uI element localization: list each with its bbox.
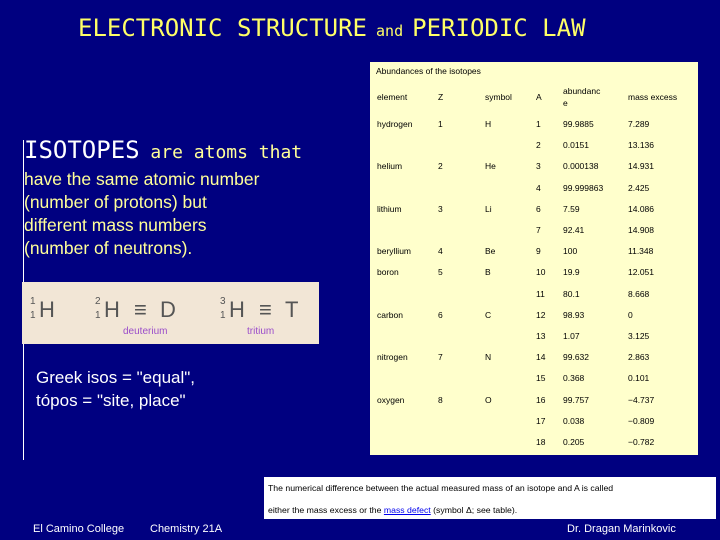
table-cell-symbol: C [485,309,492,320]
table-cell-a: 15 [536,373,546,384]
isotope-abundance-table [370,62,698,455]
slide-title-part-2: PERIODIC LAW [412,14,586,42]
table-cell-mass-excess: 8.668 [628,288,650,299]
slide-title-part-1: ELECTRONIC STRUCTURE [78,14,367,42]
table-cell-element: helium [377,161,403,172]
atomic-number-2: 1 [95,310,101,321]
deuterium-label: deuterium [123,326,168,337]
table-cell-mass-excess: 14.908 [628,225,654,235]
header-element: element [377,92,408,102]
mass-excess-note [264,477,716,519]
table-cell-mass-excess: 14.086 [628,203,654,214]
greek-line-2: tópos = "site, place" [36,391,186,410]
header-z: Z [438,92,444,102]
table-cell-a: 11 [536,288,545,299]
table-cell-abundance: 99.757 [563,394,589,405]
equiv-sign-2: ≡ [259,297,272,322]
table-cell-symbol: H [485,119,492,129]
table-cell-a: 13 [536,331,546,341]
mass-defect-link[interactable]: mass defect [383,505,431,515]
table-cell-mass-excess: 2.863 [628,352,650,363]
definition-line: (number of neutrons). [24,238,193,258]
header-mass-excess: mass excess [628,92,678,102]
mass-number-1: 1 [30,296,36,307]
table-cell-a: 7 [536,225,541,235]
equiv-sign-1: ≡ [134,297,147,322]
table-cell-a: 2 [536,140,541,151]
table-cell-mass-excess: 2.425 [628,182,650,193]
table-cell-mass-excess: 14.931 [628,161,654,172]
hydrogen-isotopes-formula [22,282,319,344]
table-cell-mass-excess: 12.051 [628,267,654,278]
table-cell-abundance: 0.038 [563,415,585,426]
table-cell-abundance: 0.000138 [563,161,599,172]
table-cell-mass-excess: 0 [628,309,633,320]
table-cell-element: beryllium [377,246,412,257]
footer-author: Dr. Dragan Marinkovic [567,523,676,535]
header-abundance: abundanc [563,86,601,96]
footer-college: El Camino College [33,523,125,535]
mass-number-2: 2 [95,296,101,307]
tritium-h-symbol: H [229,297,245,322]
table-cell-element: oxygen [377,394,405,405]
table-cell-z: 2 [438,161,443,172]
table-cell-abundance: 99.9885 [563,119,594,129]
table-cell-abundance: 7.59 [563,203,580,214]
atomic-number-3: 1 [220,310,226,321]
table-cell-mass-excess: 11.348 [628,246,654,257]
definition-line: different mass numbers [24,215,207,235]
greek-etymology [36,366,195,412]
table-cell-a: 3 [536,161,541,172]
table-cell-abundance: 80.1 [563,288,580,299]
table-cell-z: 4 [438,246,443,257]
table-cell-abundance: 99.632 [563,352,589,363]
table-cell-z: 6 [438,309,443,320]
isotopes-lead: are atoms that [139,142,303,163]
isotopes-heading [24,136,302,164]
table-cell-mass-excess: 13.136 [628,140,654,151]
header-symbol: symbol [485,92,512,102]
table-cell-abundance: 0.0151 [563,140,589,151]
table-cell-abundance: 0.205 [563,437,585,447]
table-cell-abundance: 19.9 [563,267,580,278]
slide-title [78,14,678,42]
table-cell-a: 9 [536,246,541,257]
table-cell-z: 3 [438,203,443,214]
table-caption: Abundances of the isotopes [376,66,481,76]
table-cell-mass-excess: −0.782 [628,437,655,447]
note-line-1: The numerical difference between the actual measured mass of an isotope and A is called [268,483,614,493]
greek-line-1: Greek isos = "equal", [36,368,196,387]
footer-course: Chemistry 21A [150,523,223,535]
table-cell-a: 1 [536,119,541,129]
table-cell-a: 17 [536,415,546,426]
isotopes-term: ISOTOPES [24,136,140,164]
hydrogen-symbol: H [39,297,55,322]
table-cell-symbol: He [485,161,496,172]
table-cell-symbol: Be [485,246,496,257]
table-cell-symbol: O [485,394,492,405]
table-cell-a: 16 [536,394,546,405]
table-cell-a: 12 [536,309,546,320]
table-cell-a: 4 [536,182,541,193]
tritium-label: tritium [247,326,275,337]
slide-title-connector: and [366,22,413,40]
definition-line: have the same atomic number [24,169,260,189]
table-cell-element: hydrogen [377,119,413,129]
table-cell-element: lithium [377,203,402,214]
table-cell-z: 7 [438,352,443,363]
isotopes-definition [24,168,324,260]
deuterium-symbol: D [160,297,176,322]
table-cell-z: 5 [438,267,443,278]
deuterium-h-symbol: H [104,297,120,322]
tritium-symbol: T [285,297,299,322]
note-line-2 [268,505,517,515]
table-cell-symbol: N [485,352,492,363]
table-cell-a: 18 [536,437,546,447]
table-cell-mass-excess: 3.125 [628,331,650,341]
table-cell-mass-excess: −4.737 [628,394,655,405]
table-cell-z: 1 [438,119,443,129]
note-line-2-pre: either the mass excess or the [268,505,384,515]
table-cell-symbol: Li [485,203,492,214]
table-cell-element: nitrogen [377,352,408,363]
table-cell-symbol: B [485,267,491,278]
table-cell-element: boron [377,267,399,278]
header-abundance-wrap: e [563,98,568,108]
table-cell-abundance: 98.93 [563,309,585,320]
table-cell-mass-excess: 0.101 [628,373,650,384]
table-cell-abundance: 1.07 [563,331,580,341]
table-cell-abundance: 0.368 [563,373,585,384]
header-a: A [536,92,542,102]
table-cell-element: carbon [377,309,403,320]
table-cell-mass-excess: −0.809 [628,415,655,426]
table-cell-z: 8 [438,394,443,405]
table-cell-a: 14 [536,352,546,363]
table-cell-mass-excess: 7.289 [628,119,650,129]
mass-number-3: 3 [220,296,226,307]
atomic-number-1: 1 [30,310,36,321]
definition-line: (number of protons) but [24,192,207,212]
table-cell-abundance: 92.41 [563,225,585,235]
table-cell-abundance: 99.999863 [563,182,604,193]
table-cell-a: 10 [536,267,546,278]
note-line-2-post: (symbol Δ; see table). [430,505,518,515]
table-cell-a: 6 [536,203,541,214]
table-cell-abundance: 100 [563,246,578,257]
